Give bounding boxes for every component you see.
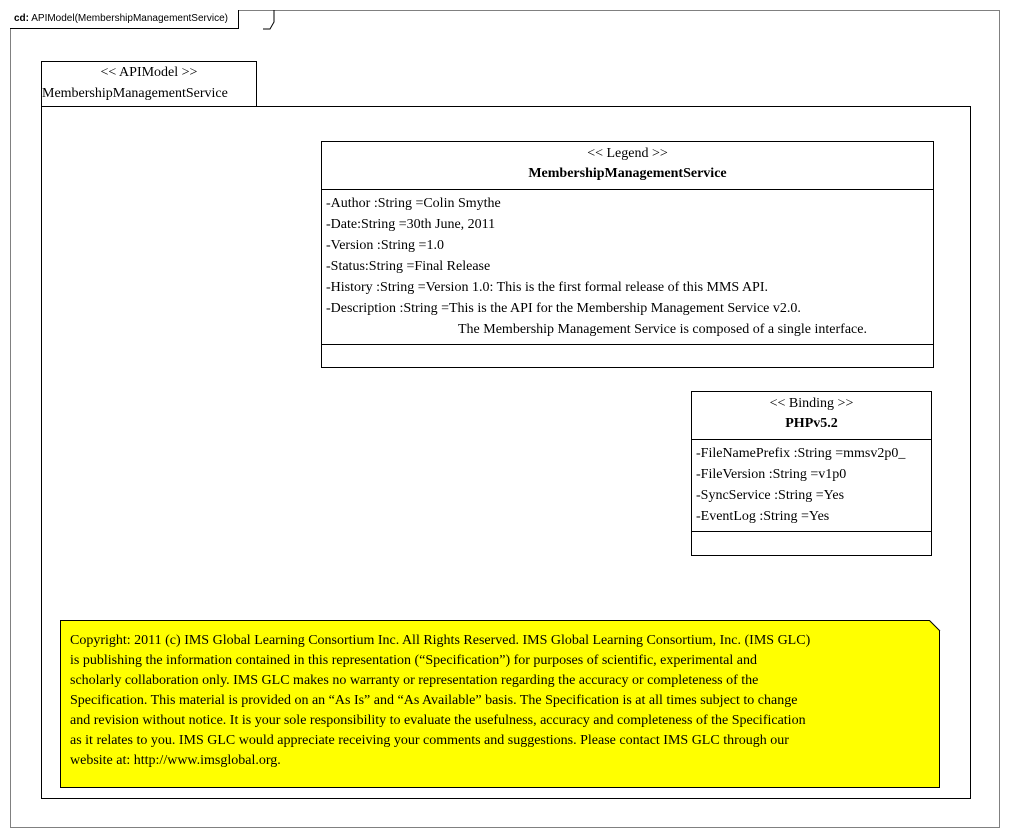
binding-name: PHPv5.2	[785, 416, 838, 431]
diagram-kind: cd:	[14, 13, 29, 24]
legend-class[interactable]	[321, 141, 934, 368]
binding-header	[692, 392, 931, 440]
copyright-note[interactable]	[60, 620, 940, 788]
binding-class[interactable]	[691, 391, 932, 556]
note-line: is publishing the information contained in this representation (“Specification”) for purposes of scientific, experimental and	[70, 653, 757, 668]
attribute-file-version[interactable]: -FileVersion :String =v1p0	[696, 467, 847, 482]
note-line: Specification. This material is provided on an “As Is” and “As Available” basis. The Specification is at all times subject to change	[70, 693, 798, 708]
package-stereotype: << APIModel >>	[100, 65, 198, 80]
diagram-title: APIModel(MembershipManagementService)	[31, 13, 228, 24]
note-line: as it relates to you. IMS GLC would appreciate receiving your comments and suggestions. Please contact IMS GLC through our	[70, 733, 789, 748]
attribute-file-name-prefix[interactable]: -FileNamePrefix :String =mmsv2p0_	[696, 446, 906, 461]
package-tab[interactable]	[41, 61, 257, 107]
attribute-event-log[interactable]: -EventLog :String =Yes	[696, 509, 830, 524]
legend-operations	[322, 345, 933, 369]
binding-attributes	[692, 440, 931, 532]
note-line: Copyright: 2011 (c) IMS Global Learning Consortium Inc. All Rights Reserved. IMS Global Learning Consortium, Inc. (IMS GLC)	[70, 633, 811, 648]
note-folded-corner-icon	[929, 620, 941, 632]
package-name: MembershipManagementService	[42, 86, 228, 101]
attribute-author[interactable]: -Author :String =Colin Smythe	[326, 196, 501, 211]
legend-stereotype: << Legend >>	[587, 146, 668, 161]
note-line: and revision without notice. It is your sole responsibility to evaluate the usefulness, accuracy and completeness of the Specification	[70, 713, 806, 728]
attribute-description-continued: The Membership Management Service is composed of a single interface.	[458, 322, 867, 337]
legend-name: MembershipManagementService	[528, 166, 727, 181]
attribute-version[interactable]: -Version :String =1.0	[326, 238, 444, 253]
legend-header	[322, 142, 933, 190]
frame-tab-corner	[263, 10, 275, 30]
attribute-sync-service[interactable]: -SyncService :String =Yes	[696, 488, 845, 503]
attribute-status[interactable]: -Status:String =Final Release	[326, 259, 491, 274]
diagram-frame-tab[interactable]	[10, 10, 239, 29]
attribute-description[interactable]: -Description :String =This is the API for the Membership Management Service v2.0.	[326, 301, 801, 316]
note-line: scholarly collaboration only. IMS GLC makes no warranty or representation regarding the accuracy or completeness of the	[70, 673, 759, 688]
binding-stereotype: << Binding >>	[769, 396, 854, 411]
binding-operations	[692, 532, 931, 556]
legend-attributes	[322, 190, 933, 345]
note-line: website at: http://www.imsglobal.org.	[70, 753, 281, 768]
attribute-date[interactable]: -Date:String =30th June, 2011	[326, 217, 496, 232]
attribute-history[interactable]: -History :String =Version 1.0: This is the first formal release of this MMS API.	[326, 280, 768, 295]
